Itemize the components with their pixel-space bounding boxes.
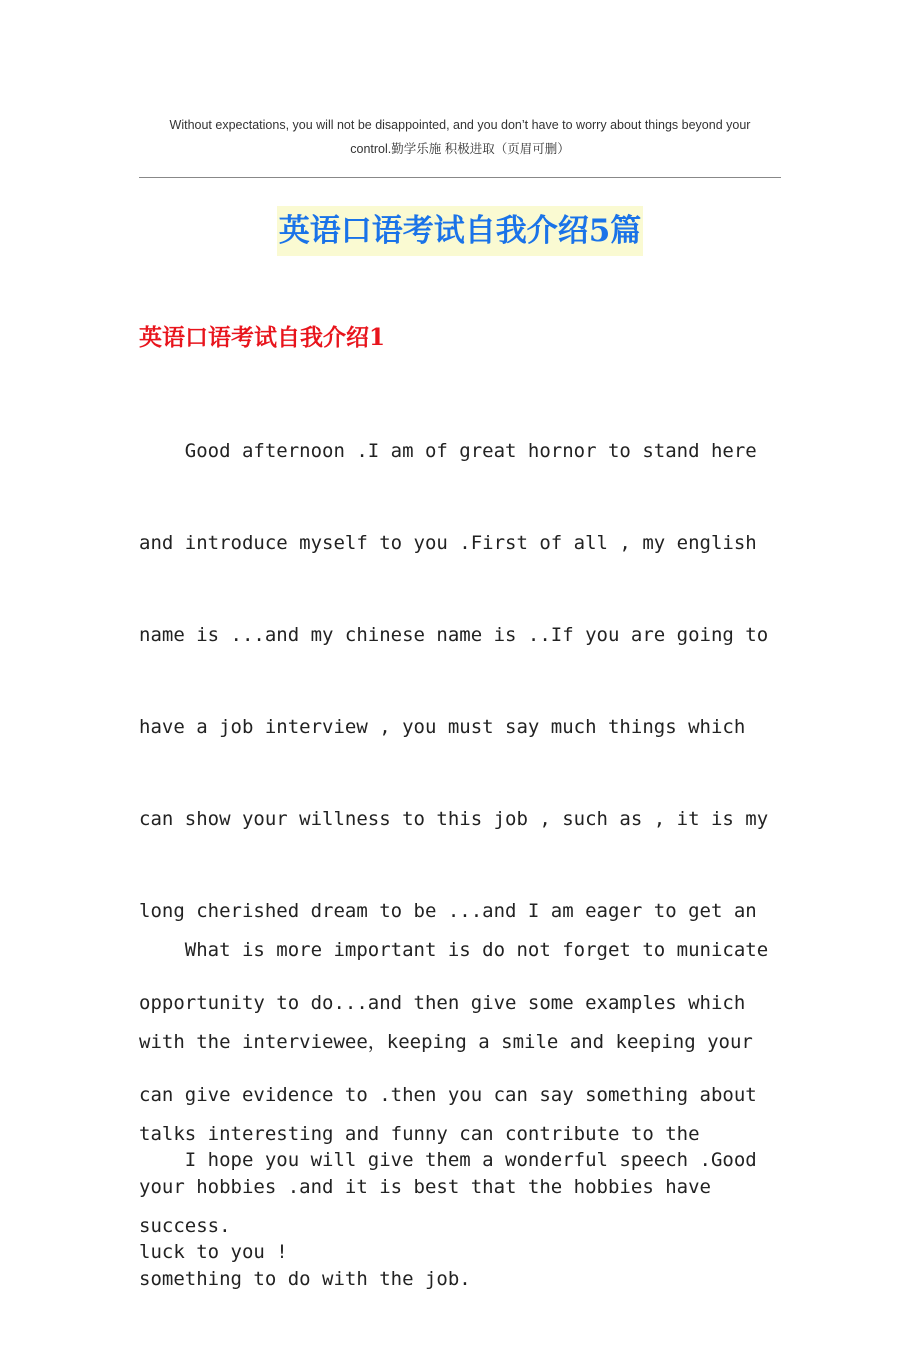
text-line: and introduce myself to you .First of all , my english bbox=[139, 532, 757, 554]
text-line: success. bbox=[139, 1215, 231, 1237]
section-heading: 英语口语考试自我介绍1 bbox=[139, 324, 386, 351]
text-line: talks interesting and funny can contribute to the bbox=[139, 1123, 700, 1145]
text-line: with the interviewee，keeping a smile and keeping your bbox=[139, 1031, 753, 1053]
text-line: can give evidence to .then you can say something about bbox=[139, 1084, 757, 1106]
page-header bbox=[139, 113, 781, 161]
text-line: I hope you will give them a wonderful speech .Good bbox=[139, 1149, 757, 1171]
text-line: can show your willness to this job , such as , it is my bbox=[139, 808, 769, 830]
text-line: name is ...and my chinese name is ..If you are going to bbox=[139, 624, 769, 646]
title-container bbox=[0, 206, 920, 256]
text-line: Good afternoon .I am of great hornor to stand here bbox=[139, 440, 757, 462]
text-line: long cherished dream to be ...and I am eager to get an bbox=[139, 900, 757, 922]
header-line-1: Without expectations, you will not be disappointed, and you don’t have to worry about things beyond your bbox=[169, 118, 751, 132]
document-title: 英语口语考试自我介绍5篇 bbox=[277, 206, 644, 256]
text-line: luck to you ! bbox=[139, 1241, 288, 1263]
text-line: opportunity to do...and then give some examples which bbox=[139, 992, 746, 1014]
header-line-2: control.勤学乐施 积极进取（页眉可删） bbox=[350, 142, 570, 156]
text-line: What is more important is do not forget to municate bbox=[139, 939, 769, 961]
text-line: your hobbies .and it is best that the hobbies have bbox=[139, 1176, 711, 1198]
text-line: something to do with the job. bbox=[139, 1268, 471, 1290]
header-divider bbox=[139, 177, 781, 178]
paragraph-3 bbox=[139, 1092, 789, 1320]
text-line: have a job interview , you must say much things which bbox=[139, 716, 746, 738]
